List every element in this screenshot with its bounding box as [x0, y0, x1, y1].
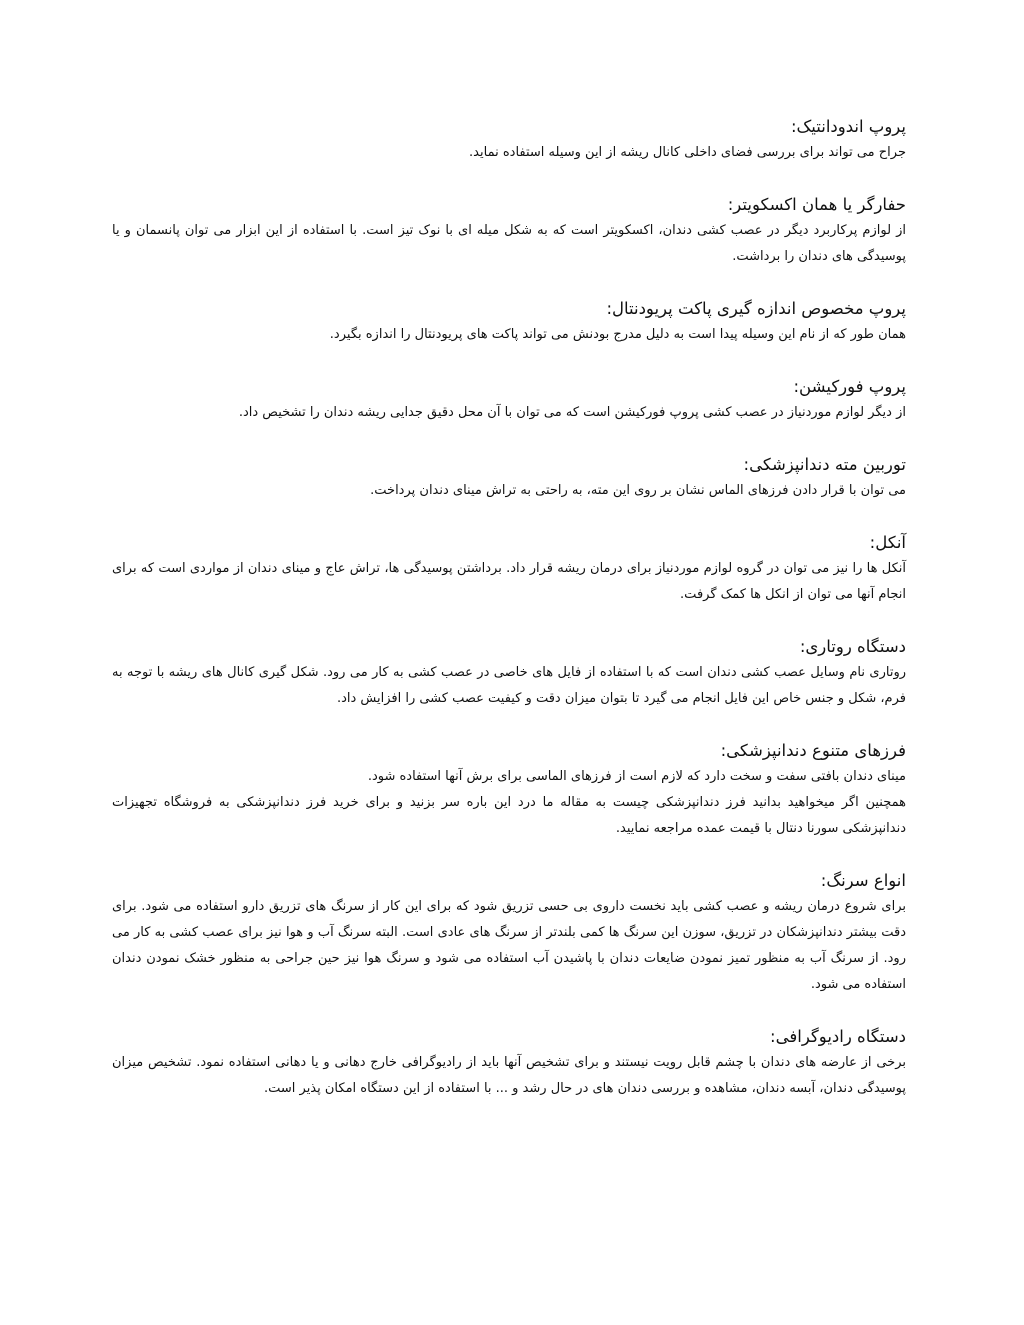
section-paragraph: جراح می تواند برای بررسی فضای داخلی کانال ریشه از این وسیله استفاده نماید.	[469, 145, 906, 160]
section-heading: انواع سرنگ:	[820, 871, 906, 890]
section-paragraph: روتاری نام وسایل عصب کشی دندان است که با استفاده از فایل های خاصی در عصب کشی به کار می رود. شکل گیری کانال های ریشه با توجه به فرم، شکل و جنس خاص این فایل انجام می گیرد تا بتوان میزان دقت و کیفیت عصب کشی را افزایش داد.	[112, 665, 906, 706]
section-excavator	[112, 192, 906, 270]
section-dental-burs	[112, 738, 906, 842]
section-periodontal-probe	[112, 296, 906, 348]
section-heading: دستگاه روتاری:	[799, 637, 906, 656]
section-endodontic-probe	[112, 114, 906, 166]
section-heading: حفارگر یا همان اکسکویتر:	[727, 195, 906, 214]
section-paragraph: برای شروع درمان ریشه و عصب کشی باید نخست داروی بی حسی تزریق شود که برای این کار از سرنگ های تزریق دارو استفاده می شود. برای دقت بیشتر دندانپزشکان در تزریق، سوزن این سرنگ ها کمی بلندتر از سرنگ های عادی است. البته سرنگ آب و هوا نیز برای عصب کشی به کار می رود. از سرنگ آب به منظور تمیز نمودن ضایعات دندان با پاشیدن آب استفاده می شود و سرنگ هوا نیز حین جراحی به منظور خشک نمودن دندان استفاده می شود.	[112, 899, 906, 992]
section-radiography-device	[112, 1024, 906, 1102]
section-paragraph: مینای دندان بافتی سفت و سخت دارد که لازم است از فرزهای الماسی برای برش آنها استفاده شود.	[367, 769, 906, 784]
section-rotary-device	[112, 634, 906, 712]
section-paragraph: برخی از عارضه های دندان با چشم قابل رویت نیستند و برای تشخیص آنها باید از رادیوگرافی خارج دهانی و یا دهانی استفاده نمود. تشخیص میزان پوسیدگی دندان، آبسه دندان، مشاهده و بررسی دندان های در حال رشد و ... با استفاده از این دستگاه امکان پذیر است.	[112, 1055, 906, 1096]
section-heading: پروپ مخصوص اندازه گیری پاکت پریودنتال:	[606, 299, 906, 318]
section-paragraph: از لوازم پرکاربرد دیگر در عصب کشی دندان، اکسکویتر است که به شکل میله ای با نوک تیز است. با استفاده از این ابزار می توان پانسمان و یا پوسیدگی های دندان را برداشت.	[112, 223, 906, 264]
section-heading: دستگاه رادیوگرافی:	[770, 1027, 906, 1046]
section-paragraph: همچنین اگر میخواهید بدانید فرز دندانپزشکی چیست به مقاله ما درد این باره سر بزنید و برای خرید فرز دندانپزشکی به فروشگاه تجهیزات دندانپزشکی سورنا دنتال با قیمت عمده مراجعه نمایید.	[112, 795, 906, 836]
section-heading: فرزهای متنوع دندانپزشکی:	[720, 741, 906, 760]
section-syringes	[112, 868, 906, 998]
section-heading: توربین مته دندانپزشکی:	[743, 455, 906, 474]
section-contra-angle	[112, 530, 906, 608]
section-paragraph: از دیگر لوازم موردنیاز در عصب کشی پروپ فورکیشن است که می توان با آن محل دقیق جدایی ریشه دندان را تشخیص داد.	[238, 405, 906, 420]
section-heading: پروپ اندودانتیک:	[790, 117, 906, 136]
document-page	[112, 114, 906, 1128]
section-heading: پروپ فورکیشن:	[793, 377, 906, 396]
section-paragraph: همان طور که از نام این وسیله پیدا است به دلیل مدرج بودنش می تواند پاکت های پریودنتال را اندازه بگیرد.	[329, 327, 906, 342]
section-heading: آنکل:	[869, 533, 906, 552]
section-paragraph: آنکل ها را نیز می توان در گروه لوازم موردنیاز برای درمان ریشه قرار داد. برداشتن پوسیدگی ها، تراش عاج و مینای دندان از مواردی است که برای انجام آنها می توان از انکل ها کمک گرفت.	[112, 561, 906, 602]
section-turbine-drill	[112, 452, 906, 504]
section-paragraph: می توان با قرار دادن فرزهای الماس نشان بر روی این مته، به راحتی به تراش مینای دندان پرداخت.	[370, 483, 906, 498]
section-furcation-probe	[112, 374, 906, 426]
